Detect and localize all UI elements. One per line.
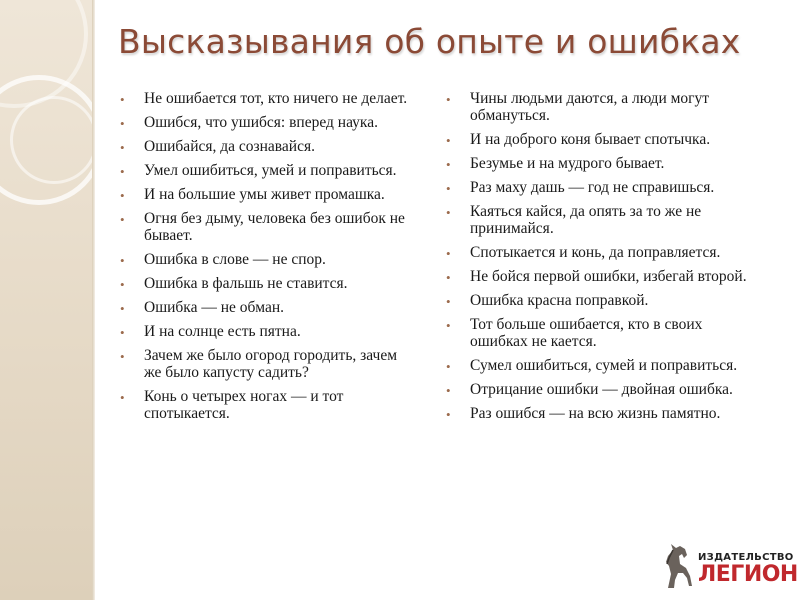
bullet-icon: • <box>446 246 451 261</box>
proverb-item <box>444 292 754 309</box>
proverb-item <box>118 162 408 179</box>
proverb-text: Зачем же было огород городить, зачем же было капусту садить? <box>144 347 398 381</box>
proverb-item <box>118 251 408 268</box>
proverb-item <box>118 114 408 131</box>
proverb-item <box>444 381 754 398</box>
proverb-item <box>444 316 754 350</box>
publisher-logo <box>662 540 798 592</box>
proverb-item <box>444 405 754 422</box>
proverb-text: Сумел ошибиться, сумей и поправиться. <box>470 357 738 374</box>
proverb-item <box>444 357 754 374</box>
proverb-item <box>444 131 754 148</box>
bullet-icon: • <box>446 294 451 309</box>
proverb-text: Ошибайся, да сознавайся. <box>144 138 315 155</box>
bullet-icon: • <box>120 140 125 155</box>
proverb-text: Раз маху дашь — год не справишься. <box>470 179 715 196</box>
proverb-item <box>118 138 408 155</box>
proverb-text: Ошибка в слове — не спор. <box>144 251 326 268</box>
proverb-item <box>444 203 754 237</box>
logo-brand-name: ЛЕГИОН <box>698 562 798 587</box>
bullet-icon: • <box>446 318 451 333</box>
proverb-text: Чины людьми даются, а люди могут обмануться. <box>470 90 710 124</box>
left-proverb-list <box>118 90 408 429</box>
proverb-item <box>444 179 754 196</box>
proverb-text: Отрицание ошибки — двойная ошибка. <box>470 381 733 398</box>
decorative-ring <box>10 96 92 184</box>
bullet-icon: • <box>120 277 125 292</box>
proverb-text: Безумье и на мудрого бывает. <box>470 155 665 172</box>
right-proverb-list <box>444 90 754 429</box>
logo-publisher-label: ИЗДАТЕЛЬСТВО <box>698 552 794 563</box>
bullet-icon: • <box>120 301 125 316</box>
proverb-text: И на доброго коня бывает спотычка. <box>470 131 711 148</box>
proverb-item <box>118 210 408 244</box>
bullet-icon: • <box>446 359 451 374</box>
proverb-text: Тот больше ошибается, кто в своих ошибках не кается. <box>470 316 703 350</box>
bullet-icon: • <box>120 349 125 364</box>
horse-icon <box>662 540 696 592</box>
bullet-icon: • <box>446 383 451 398</box>
proverb-text: Не ошибается тот, кто ничего не делает. <box>144 90 408 107</box>
proverb-item <box>444 244 754 261</box>
proverb-text: Каяться кайся, да опять за то же не принимайся. <box>470 203 702 237</box>
proverb-text: Раз ошибся — на всю жизнь памятно. <box>470 405 721 422</box>
decorative-side-band <box>0 0 92 600</box>
bullet-icon: • <box>120 390 125 405</box>
proverb-text: Ошибся, что ушибся: вперед наука. <box>144 114 378 131</box>
bullet-icon: • <box>446 205 451 220</box>
proverb-item <box>118 90 408 107</box>
bullet-icon: • <box>120 116 125 131</box>
proverb-text: Ошибка в фальшь не ставится. <box>144 275 348 292</box>
proverb-item <box>444 268 754 285</box>
proverb-text: Ошибка — не обман. <box>144 299 285 316</box>
proverb-item <box>118 186 408 203</box>
proverb-text: Умел ошибиться, умей и поправиться. <box>144 162 397 179</box>
proverb-text: Не бойся первой ошибки, избегай второй. <box>470 268 747 285</box>
bullet-icon: • <box>120 325 125 340</box>
bullet-icon: • <box>120 253 125 268</box>
proverb-item <box>118 299 408 316</box>
proverb-item <box>118 275 408 292</box>
bullet-icon: • <box>446 157 451 172</box>
proverb-item <box>444 90 754 124</box>
proverb-item <box>444 155 754 172</box>
proverb-item <box>118 347 408 381</box>
proverb-item <box>118 388 408 422</box>
proverb-text: Ошибка красна поправкой. <box>470 292 649 309</box>
bullet-icon: • <box>446 407 451 422</box>
proverb-item <box>118 323 408 340</box>
slide-title: Высказывания об опыте и ошибках <box>118 22 741 61</box>
proverb-text: И на большие умы живет промашка. <box>144 186 385 203</box>
bullet-icon: • <box>120 188 125 203</box>
band-edge <box>92 0 95 600</box>
bullet-icon: • <box>120 212 125 227</box>
bullet-icon: • <box>120 164 125 179</box>
proverb-text: И на солнце есть пятна. <box>144 323 301 340</box>
bullet-icon: • <box>446 92 451 107</box>
proverb-text: Огня без дыму, человека без ошибок не бывает. <box>144 210 405 244</box>
bullet-icon: • <box>120 92 125 107</box>
proverb-text: Спотыкается и конь, да поправляется. <box>470 244 721 261</box>
bullet-icon: • <box>446 181 451 196</box>
bullet-icon: • <box>446 270 451 285</box>
bullet-icon: • <box>446 133 451 148</box>
proverb-text: Конь о четырех ногах — и тот спотыкается. <box>144 388 344 422</box>
